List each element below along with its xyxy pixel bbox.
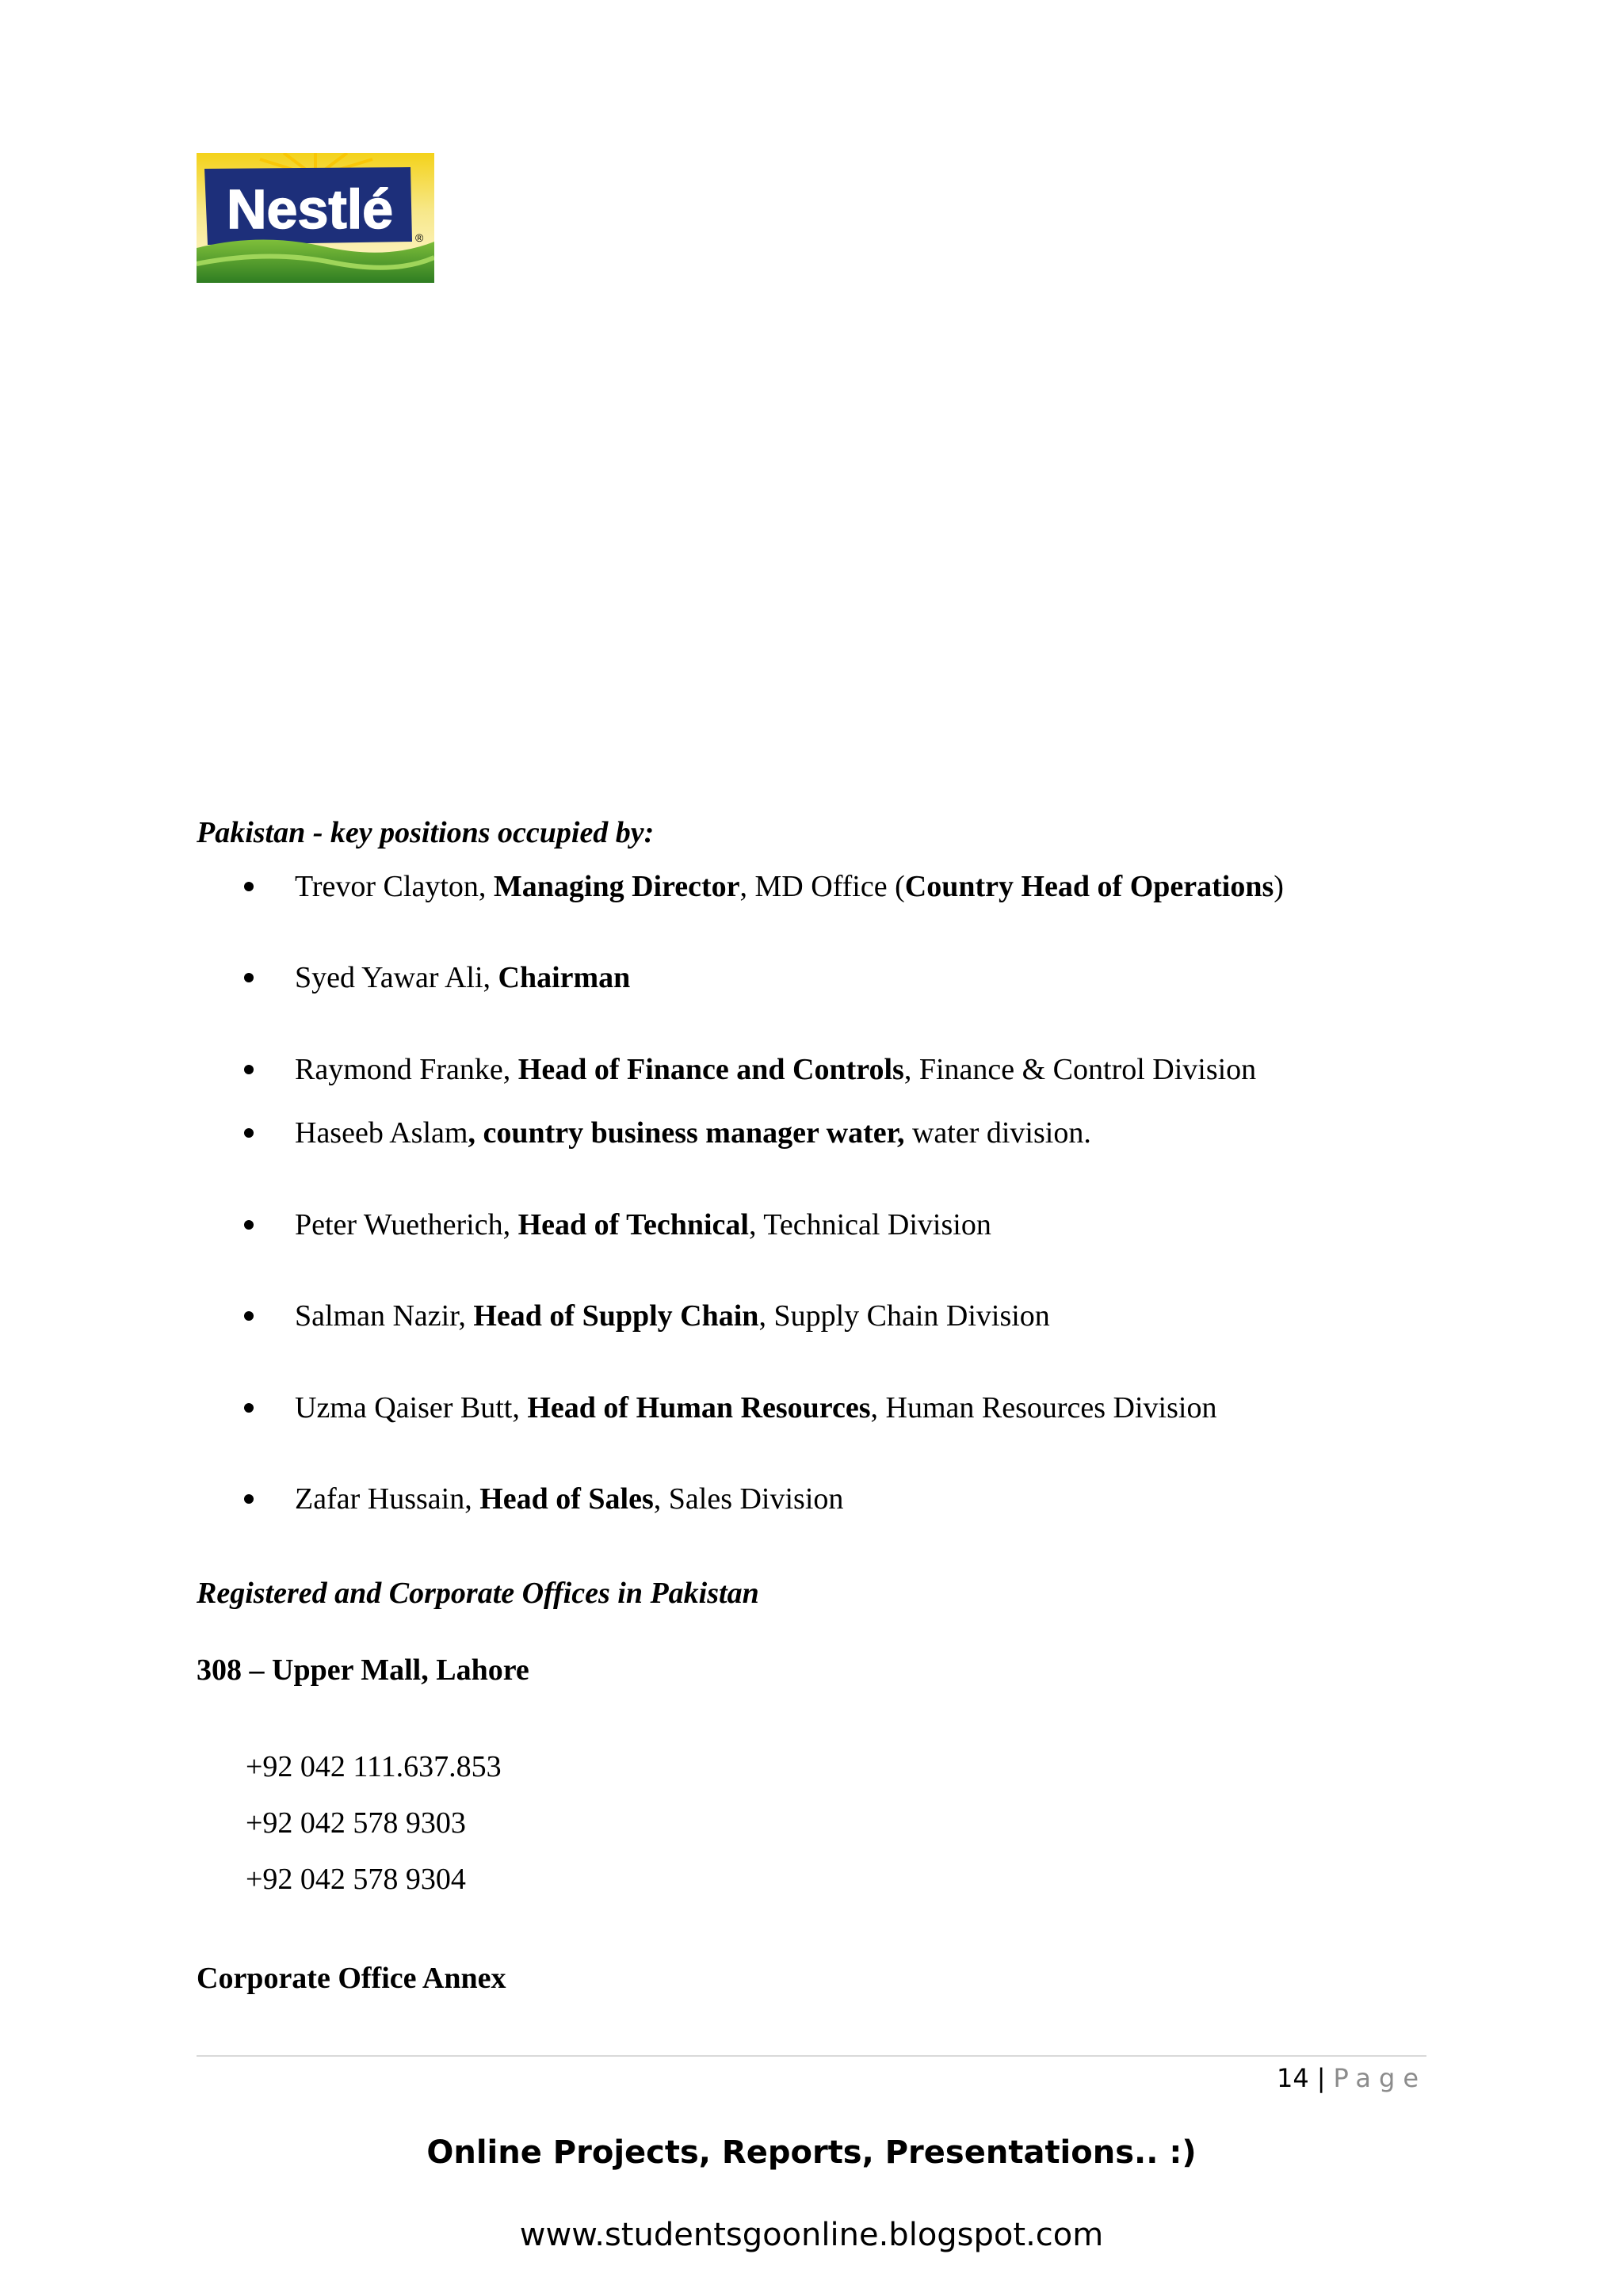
footer-url: www.studentsgoonline.blogspot.com — [519, 2217, 1104, 2253]
bullet-icon — [244, 1494, 254, 1504]
phone-number: +92 042 111.637.853 — [246, 1750, 502, 1783]
page-label: Page — [1333, 2063, 1426, 2093]
footer-tagline: Online Projects, Reports, Presentations.. :) — [426, 2134, 1197, 2171]
logo-registered-mark: ® — [415, 231, 424, 244]
list-item-text: Syed Yawar Ali, Chairman — [295, 961, 631, 994]
bullet-icon — [244, 1065, 254, 1074]
page-number — [1277, 2062, 1426, 2094]
bullet-icon — [244, 882, 254, 891]
bullet-icon — [244, 1220, 254, 1230]
bullet-icon — [244, 973, 254, 982]
key-positions-heading: Pakistan - key positions occupied by: — [197, 816, 655, 849]
bullet-icon — [244, 1403, 254, 1413]
list-item-text: Trevor Clayton, Managing Director, MD Office (Country Head of Operations) — [295, 870, 1284, 903]
list-item-text: Salman Nazir, Head of Supply Chain, Supply Chain Division — [295, 1299, 1050, 1333]
list-item-text: Raymond Franke, Head of Finance and Controls, Finance & Control Division — [295, 1053, 1257, 1086]
list-item-text: Peter Wuetherich, Head of Technical, Technical Division — [295, 1208, 991, 1241]
bullet-icon — [244, 1311, 254, 1321]
list-item-text: Zafar Hussain, Head of Sales, Sales Division — [295, 1482, 844, 1516]
page-separator: | — [1316, 2063, 1326, 2093]
page-number-value: 14 — [1277, 2063, 1309, 2093]
phone-number: +92 042 578 9303 — [246, 1806, 466, 1840]
logo-text: Nestlé — [227, 178, 394, 240]
bullet-icon — [244, 1128, 254, 1138]
corporate-annex-heading: Corporate Office Annex — [197, 1962, 506, 1995]
list-item-text: Haseeb Aslam, country business manager water, water division. — [295, 1116, 1091, 1150]
office-address: 308 – Upper Mall, Lahore — [197, 1653, 529, 1687]
phone-number: +92 042 578 9304 — [246, 1863, 466, 1896]
offices-heading: Registered and Corporate Offices in Pakistan — [197, 1577, 759, 1610]
list-item-text: Uzma Qaiser Butt, Head of Human Resources, Human Resources Division — [295, 1391, 1217, 1425]
nestle-logo — [197, 153, 434, 283]
footer-divider — [197, 2055, 1426, 2057]
